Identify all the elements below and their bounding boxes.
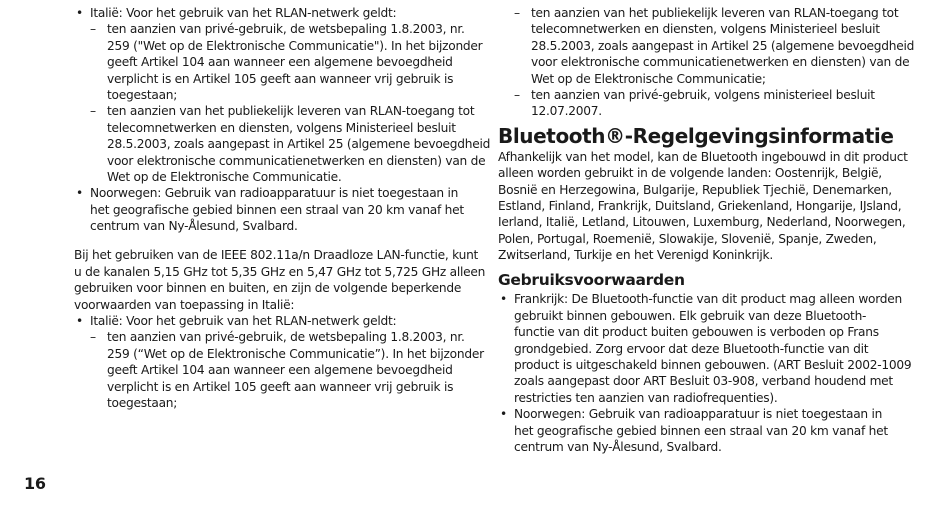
text-line: toegestaan; (107, 87, 178, 102)
text-line: Wet op de Elektronische Communicatie. (107, 169, 342, 184)
left-column (74, 5, 491, 411)
text-line: grondgebied. Zorg ervoor dat deze Bluetooth-functie van dit (514, 341, 869, 356)
text-line: telecomnetwerken en diensten, volgens Ministerieel besluit (531, 22, 880, 37)
text-line: toegestaan; (107, 395, 178, 410)
paragraph-line: voorwaarden van toepassing in Italië: (74, 297, 295, 312)
text-line: 259 ("Wet op de Elektronische Communicatie"). In het bijzonder (107, 38, 483, 53)
text-line: voor elektronische communicatienetwerken en diensten) van de (107, 153, 486, 168)
text-line: 259 (“Wet op de Elektronische Communicatie”). In het bijzonder (107, 346, 484, 361)
dash-item: – ten aanzien van het publiekelijk leveren van RLAN-toegang tot (498, 5, 883, 21)
text-line: voor elektronische communicatienetwerken en diensten) van de (531, 55, 910, 70)
dash-item: – ten aanzien van privé-gebruik, volgens ministerieel besluit (498, 87, 883, 103)
bullet-italy: • Italië: Voor het gebruik van het RLAN-netwerk geldt: (74, 5, 454, 21)
text-line: centrum van Ny-Ålesund, Svalbard. (90, 219, 298, 234)
paragraph-line: Ierland, Italië, Letland, Litouwen, Luxemburg, Nederland, Noorwegen, (498, 215, 906, 230)
text-line: gebruikt binnen gebouwen. Elk gebruik van deze Bluetooth- (514, 308, 867, 323)
text-line: centrum van Ny-Ålesund, Svalbard. (514, 439, 722, 454)
text-line: 12.07.2007. (531, 104, 602, 119)
dash-item: – ten aanzien van privé-gebruik, de wetsbepaling 1.8.2003, nr. (74, 329, 454, 345)
bullet-italy-2: • Italië: Voor het gebruik van het RLAN-netwerk geldt: (74, 313, 454, 329)
paragraph-line: gebruiken voor binnen en buiten, en zijn de volgende beperkende (74, 281, 462, 296)
bullet-norway: • Noorwegen: Gebruik van radioapparatuur is niet toegestaan in (74, 185, 454, 201)
page-number: 16 (24, 474, 46, 493)
text-line: product is uitgeschakeld binnen gebouwen. (ART Besluit 2002-1009 (514, 358, 912, 373)
bullet-france: • Frankrijk: De Bluetooth-functie van dit product mag alleen worden (498, 291, 883, 307)
right-column (498, 5, 915, 455)
paragraph-line: alleen worden gebruikt in de volgende landen: Oostenrijk, België, (498, 166, 882, 181)
bullet-norway: • Noorwegen: Gebruik van radioapparatuur is niet toegestaan in (498, 406, 883, 422)
paragraph-line: Bosnië en Herzegowina, Bulgarije, Republiek Tjechië, Denemarken, (498, 182, 892, 197)
paragraph-line: Polen, Portugal, Roemenië, Slowakije, Slovenië, Spanje, Zweden, (498, 231, 877, 246)
paragraph-line: Zwitserland, Turkije en het Verenigd Koninkrijk. (498, 248, 773, 263)
paragraph-line: Afhankelijk van het model, kan de Bluetooth ingebouwd in dit product (498, 149, 908, 164)
text-line: 28.5.2003, zoals aangepast in Artikel 25 (algemene bevoegdheid (107, 137, 491, 152)
text-line: verplicht is en Artikel 105 geeft aan wanneer vrij gebruik is (107, 71, 454, 86)
text-line: telecomnetwerken en diensten, volgens Ministerieel besluit (107, 120, 456, 135)
text-line: verplicht is en Artikel 105 geeft aan wanneer vrij gebruik is (107, 379, 454, 394)
text-line: zoals aangepast door ART Besluit 03-908, verband houdend met (514, 374, 893, 389)
text-line: geeft Artikel 104 aan wanneer een algemene bevoegdheid (107, 55, 453, 70)
text-line: restricties ten aanzien van radiofrequenties). (514, 390, 778, 405)
dash-item: – ten aanzien van privé-gebruik, de wetsbepaling 1.8.2003, nr. (74, 21, 454, 37)
text-line: functie van dit product buiten gebouwen is verboden op Frans (514, 325, 879, 340)
text-line: geeft Artikel 104 aan wanneer een algemene bevoegdheid (107, 363, 453, 378)
text-line: Wet op de Elektronische Communicatie; (531, 71, 766, 86)
paragraph-line: Bij het gebruiken van de IEEE 802.11a/n Draadloze LAN-functie, kunt (74, 248, 479, 263)
paragraph-line: Estland, Finland, Frankrijk, Duitsland, Griekenland, Hongarije, IJsland, (498, 198, 902, 213)
text-line: het geografische gebied binnen een straal van 20 km vanaf het (514, 423, 888, 438)
text-line: 28.5.2003, zoals aangepast in Artikel 25 (algemene bevoegdheid (531, 38, 915, 53)
conditions-heading: Gebruiksvoorwaarden (498, 271, 685, 290)
bluetooth-heading: Bluetooth®-Regelgevingsinformatie (498, 123, 894, 148)
text-line: het geografische gebied binnen een straal van 20 km vanaf het (90, 202, 464, 217)
paragraph-line: u de kanalen 5,15 GHz tot 5,35 GHz en 5,47 GHz tot 5,725 GHz alleen (74, 264, 486, 279)
paragraph-gap (74, 234, 454, 247)
dash-item: – ten aanzien van het publiekelijk leveren van RLAN-toegang tot (74, 103, 454, 119)
